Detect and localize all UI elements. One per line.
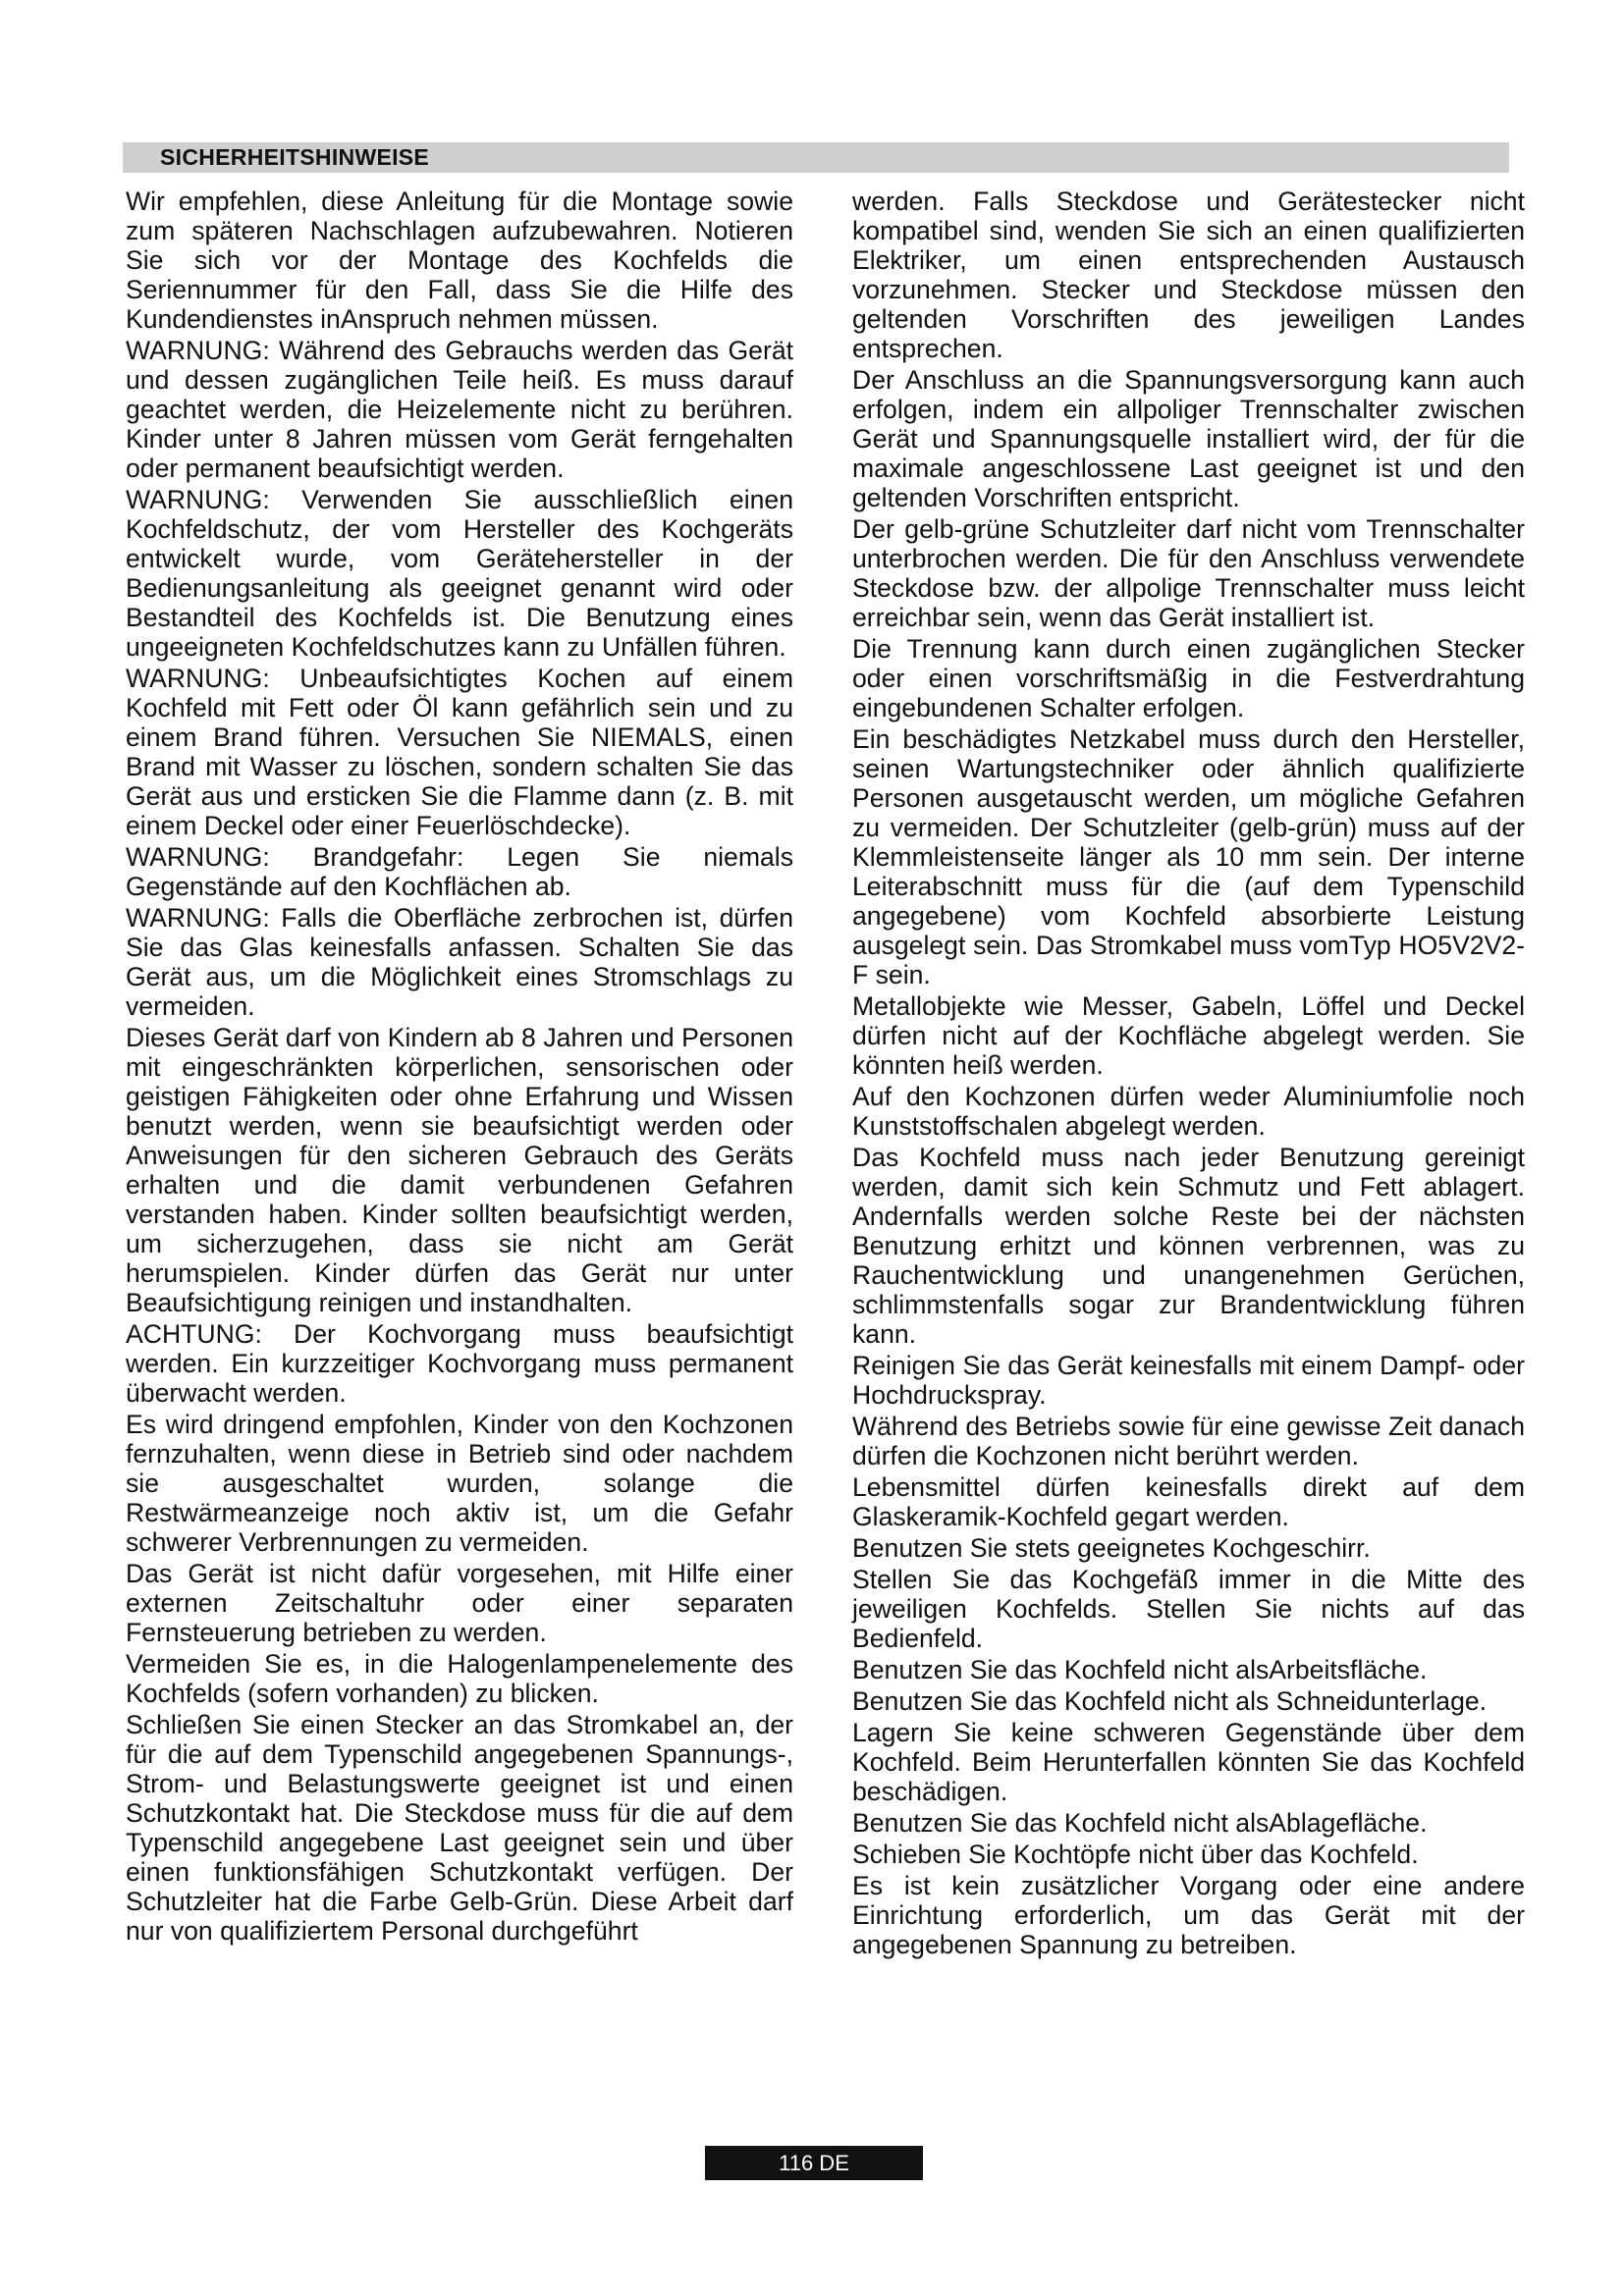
paragraph: Ein beschädigtes Netzkabel muss durch den Hersteller, seinen Wartungstechniker oder ähnlich qualifizierte Personen ausgetauscht werden, um mögliche Gefahren zu vermeiden. Der Schutzleiter (gelb-grün) muss auf der Klemmleistenseite länger als 10 mm sein. Der interne Leiterabschnitt muss für die (auf dem Typenschild angegebene) vom Kochfeld absorbierte Leistung ausgelegt sein. Das Stromkabel muss vomTyp HO5V2V2-F sein. <box>852 724 1525 989</box>
paragraph: Das Kochfeld muss nach jeder Benutzung gereinigt werden, damit sich kein Schmutz und Fett ablagert. Andernfalls werden solche Reste bei der nächsten Benutzung erhitzt und können verbrennen, was zu Rauchentwicklung und unangenehmen Gerüchen, schlimmstenfalls sogar zur Brandentwicklung führen kann. <box>852 1143 1525 1349</box>
paragraph: Wir empfehlen, diese Anleitung für die Montage sowie zum späteren Nachschlagen aufzubewahren. Notieren Sie sich vor der Montage des Kochfelds die Seriennummer für den Fall, dass Sie die Hilfe des Kundendienstes inAnspruch nehmen müssen. <box>126 187 793 334</box>
paragraph: Schließen Sie einen Stecker an das Stromkabel an, der für die auf dem Typenschild angegebenen Spannungs-, Strom- und Belastungswerte geeignet ist und einen Schutzkontakt hat. Die Steckdose muss für die auf dem Typenschild angegebene Last geeignet sein und über einen funktionsfähigen Schutzkontakt verfügen. Der Schutzleiter hat die Farbe Gelb-Grün. Diese Arbeit darf nur von qualifiziertem Personal durchgeführt <box>126 1710 793 1946</box>
paragraph: Schieben Sie Kochtöpfe nicht über das Kochfeld. <box>852 1840 1419 1869</box>
paragraph: Es wird dringend empfohlen, Kinder von den Kochzonen fernzuhalten, wenn diese in Betrieb sind oder nachdem sie ausgeschaltet wurden, solange die Restwärmeanzeige noch aktiv ist, um die Gefahr schwerer Verbrennungen zu vermeiden. <box>126 1410 793 1557</box>
left-column <box>126 187 793 1948</box>
paragraph: Metallobjekte wie Messer, Gabeln, Löffel und Deckel dürfen nicht auf der Kochfläche abgelegt werden. Sie könnten heiß werden. <box>852 991 1525 1080</box>
paragraph: WARNUNG: Verwenden Sie ausschließlich einen Kochfeldschutz, der vom Hersteller des Kochgeräts entwickelt wurde, vom Gerätehersteller in der Bedienungsanleitung als geeignet genannt wird oder Bestandteil des Kochfelds ist. Die Benutzung eines ungeeigneten Kochfeldschutzes kann zu Unfällen führen. <box>126 485 793 662</box>
paragraph: werden. Falls Steckdose und Gerätestecker nicht kompatibel sind, wenden Sie sich an einen qualifizierten Elektriker, um einen entsprechenden Austausch vorzunehmen. Stecker und Steckdose müssen den geltenden Vorschriften des jeweiligen Landes entsprechen. <box>852 187 1525 363</box>
paragraph: Während des Betriebs sowie für eine gewisse Zeit danach dürfen die Kochzonen nicht berührt werden. <box>852 1412 1525 1470</box>
paragraph: WARNUNG: Während des Gebrauchs werden das Gerät und dessen zugänglichen Teile heiß. Es muss darauf geachtet werden, die Heizelemente nicht zu berühren. Kinder unter 8 Jahren müssen vom Gerät ferngehalten oder permanent beaufsichtigt werden. <box>126 336 793 483</box>
paragraph: Benutzen Sie stets geeignetes Kochgeschirr. <box>852 1533 1371 1563</box>
paragraph: Es ist kein zusätzlicher Vorgang oder eine andere Einrichtung erforderlich, um das Gerät mit der angegebenen Spannung zu betreiben. <box>852 1871 1525 1959</box>
paragraph: WARNUNG: Brandgefahr: Legen Sie niemals Gegenstände auf den Kochflächen ab. <box>126 842 793 901</box>
section-header-bar <box>123 142 1509 173</box>
paragraph: Das Gerät ist nicht dafür vorgesehen, mit Hilfe einer externen Zeitschaltuhr oder einer separaten Fernsteuerung betrieben zu werden. <box>126 1559 793 1647</box>
paragraph: WARNUNG: Unbeaufsichtigtes Kochen auf einem Kochfeld mit Fett oder Öl kann gefährlich sein und zu einem Brand führen. Versuchen Sie NIEMALS, einen Brand mit Wasser zu löschen, sondern schalten Sie das Gerät aus und ersticken Sie die Flamme dann (z. B. mit einem Deckel oder einer Feuerlöschdecke). <box>126 664 793 840</box>
paragraph: Benutzen Sie das Kochfeld nicht als Schneidunterlage. <box>852 1686 1488 1716</box>
paragraph: Der gelb-grüne Schutzleiter darf nicht vom Trennschalter unterbrochen werden. Die für den Anschluss verwendete Steckdose bzw. der allpolige Trennschalter muss leicht erreichbar sein, wenn das Gerät installiert ist. <box>852 514 1525 632</box>
paragraph: WARNUNG: Falls die Oberfläche zerbrochen ist, dürfen Sie das Glas keinesfalls anfassen. Schalten Sie das Gerät aus, um die Möglichkeit eines Stromschlags zu vermeiden. <box>126 903 793 1021</box>
paragraph: Lebensmittel dürfen keinesfalls direkt auf dem Glaskeramik-Kochfeld gegart werden. <box>852 1472 1525 1531</box>
paragraph: Reinigen Sie das Gerät keinesfalls mit einem Dampf- oder Hochdruckspray. <box>852 1351 1525 1410</box>
page-number-badge: 116 DE <box>705 2146 923 2180</box>
paragraph: Benutzen Sie das Kochfeld nicht alsArbeitsfläche. <box>852 1655 1428 1684</box>
paragraph: Der Anschluss an die Spannungsversorgung kann auch erfolgen, indem ein allpoliger Trennschalter zwischen Gerät und Spannungsquelle installiert wird, der für die maximale angeschlossene Last geeignet ist und den geltenden Vorschriften entspricht. <box>852 365 1525 512</box>
paragraph: Stellen Sie das Kochgefäß immer in die Mitte des jeweiligen Kochfelds. Stellen Sie nichts auf das Bedienfeld. <box>852 1565 1525 1653</box>
right-column <box>852 187 1525 1961</box>
paragraph: Auf den Kochzonen dürfen weder Aluminiumfolie noch Kunststoffschalen abgelegt werden. <box>852 1082 1525 1141</box>
paragraph: Vermeiden Sie es, in die Halogenlampenelemente des Kochfelds (sofern vorhanden) zu blicken. <box>126 1649 793 1708</box>
paragraph: ACHTUNG: Der Kochvorgang muss beaufsichtigt werden. Ein kurzzeitiger Kochvorgang muss permanent überwacht werden. <box>126 1319 793 1408</box>
paragraph: Lagern Sie keine schweren Gegenstände über dem Kochfeld. Beim Herunterfallen könnten Sie das Kochfeld beschädigen. <box>852 1718 1525 1806</box>
paragraph: Die Trennung kann durch einen zugänglichen Stecker oder einen vorschriftsmäßig in die Festverdrahtung eingebundenen Schalter erfolgen. <box>852 634 1525 722</box>
section-title: SICHERHEITSHINWEISE <box>160 144 430 170</box>
paragraph: Benutzen Sie das Kochfeld nicht alsAblagefläche. <box>852 1808 1428 1838</box>
paragraph: Dieses Gerät darf von Kindern ab 8 Jahren und Personen mit eingeschränkten körperlichen, sensorischen oder geistigen Fähigkeiten oder ohne Erfahrung und Wissen benutzt werden, wenn sie beaufsichtigt werden oder Anweisungen für den sicheren Gebrauch des Geräts erhalten und die damit verbundenen Gefahren verstanden haben. Kinder sollten beaufsichtigt werden, um sicherzugehen, dass sie nicht am Gerät herumspielen. Kinder dürfen das Gerät nur unter Beaufsichtigung reinigen und instandhalten. <box>126 1023 793 1317</box>
